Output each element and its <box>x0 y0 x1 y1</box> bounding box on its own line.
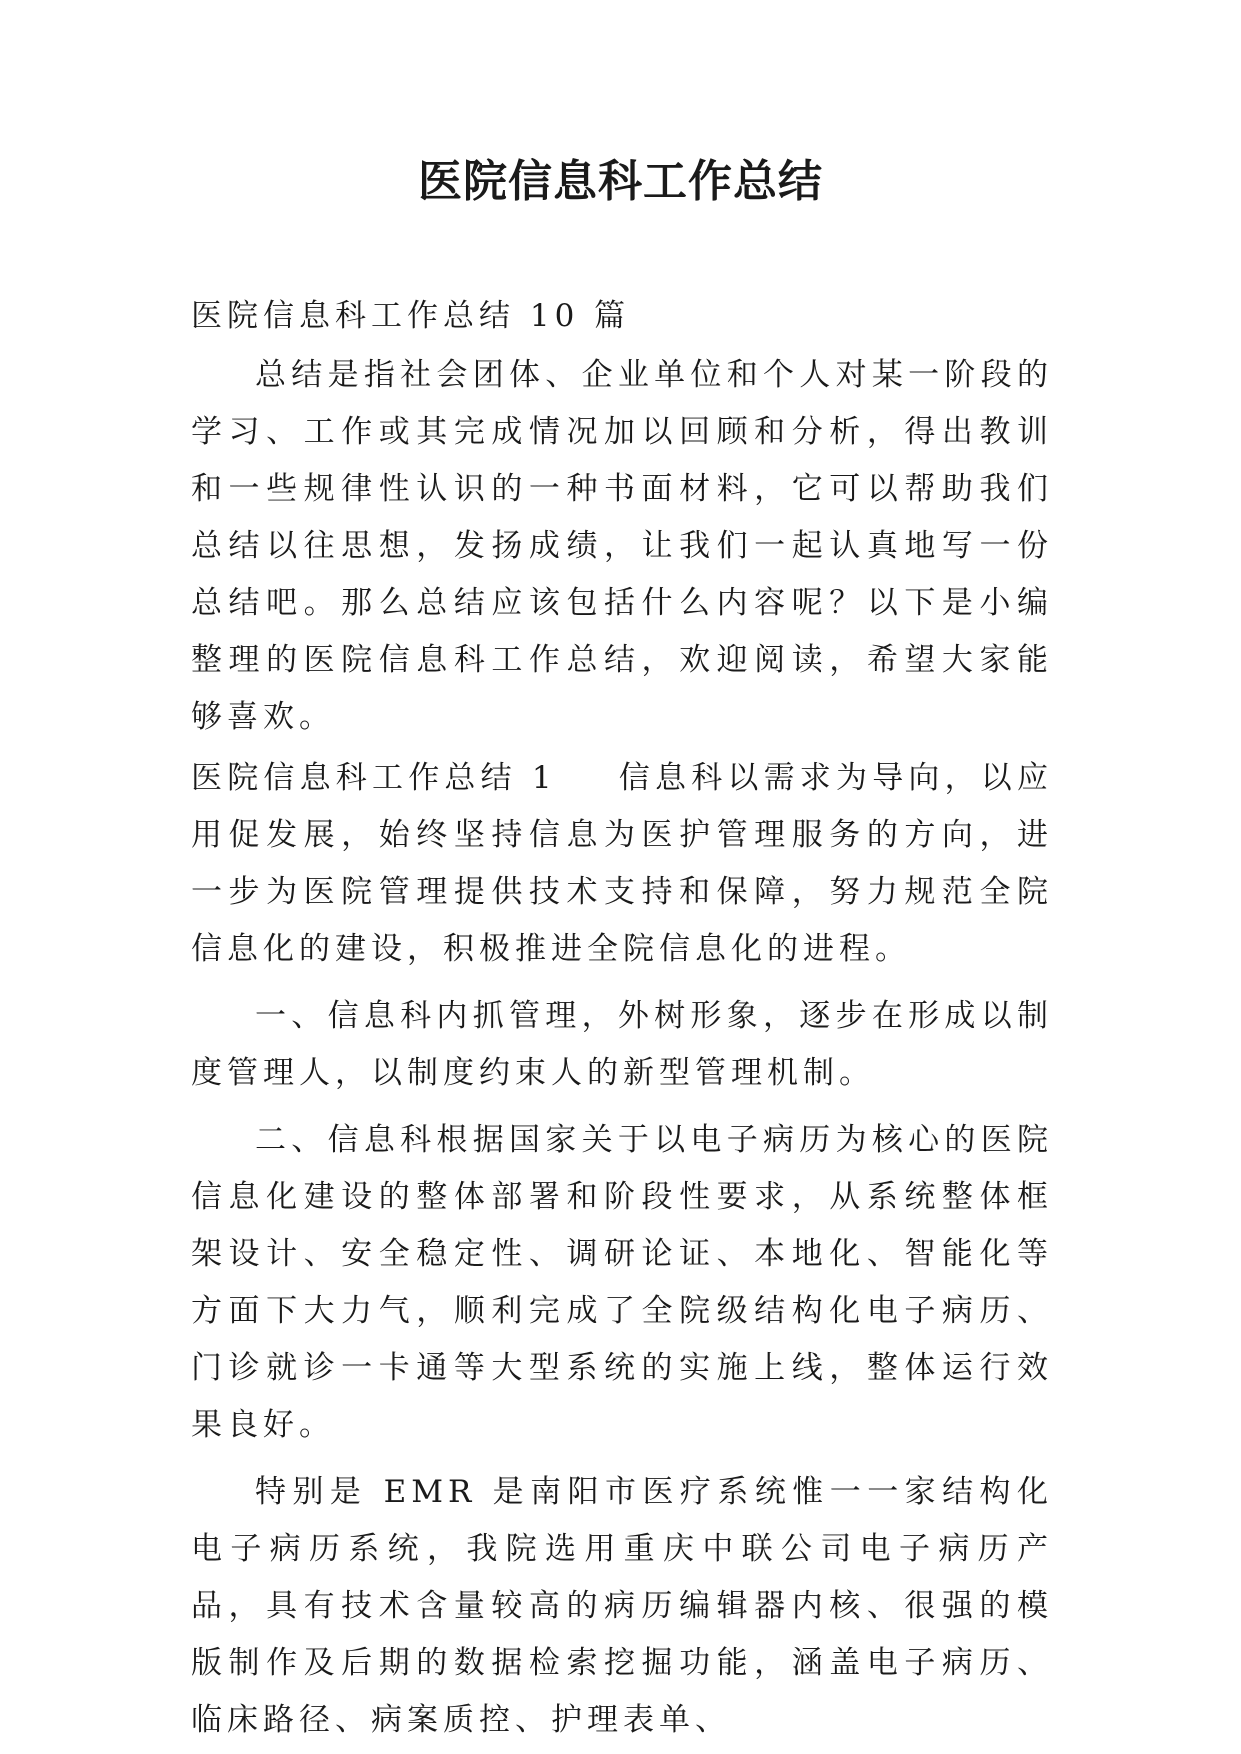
document-subtitle: 医院信息科工作总结 10 篇 <box>191 298 631 334</box>
body-paragraph-3: 特别是 EMR 是南阳市医疗系统惟一一家结构化电子病历系统，我院选用重庆中联公司电子病历产品，具有技术含量较高的病历编辑器内核、很强的模版制作及后期的数据检索挖掘功能，涵盖电子病历、临床路径、病案质控、护理表单、 <box>191 1474 1053 1738</box>
body-paragraph-2: 二、信息科根据国家关于以电子病历为核心的医院信息化建设的整体部署和阶段性要求，从系统整体框架设计、安全稳定性、调研论证、本地化、智能化等方面下大力气，顺利完成了全院级结构化电子病历、门诊就诊一卡通等大型系统的实施上线，整体运行效果良好。 <box>191 1122 1053 1443</box>
intro-paragraph: 总结是指社会团体、企业单位和个人对某一阶段的学习、工作或其完成情况加以回顾和分析，得出教训和一些规律性认识的一种书面材料，它可以帮助我们总结以往思想，发扬成绩，让我们一起认真地写一份总结吧。那么总结应该包括什么内容呢？以下是小编整理的医院信息科工作总结，欢迎阅读，希望大家能够喜欢。 <box>191 357 1053 735</box>
section-1-text: 信息科以需求为导向，以应用促发展，始终坚持信息为医护管理服务的方向，进一步为医院管理提供技术支持和保障，努力规范全院信息化的建设，积极推进全院信息化的进程。 <box>191 760 1054 967</box>
section-1-paragraph <box>191 750 1053 978</box>
document-body <box>191 290 1053 1749</box>
body-paragraph-1: 一、信息科内抓管理，外树形象，逐步在形成以制度管理人，以制度约束人的新型管理机制。 <box>191 998 1053 1091</box>
section-1-heading: 医院信息科工作总结 1 <box>191 760 557 796</box>
document-title: 医院信息科工作总结 <box>418 156 823 207</box>
